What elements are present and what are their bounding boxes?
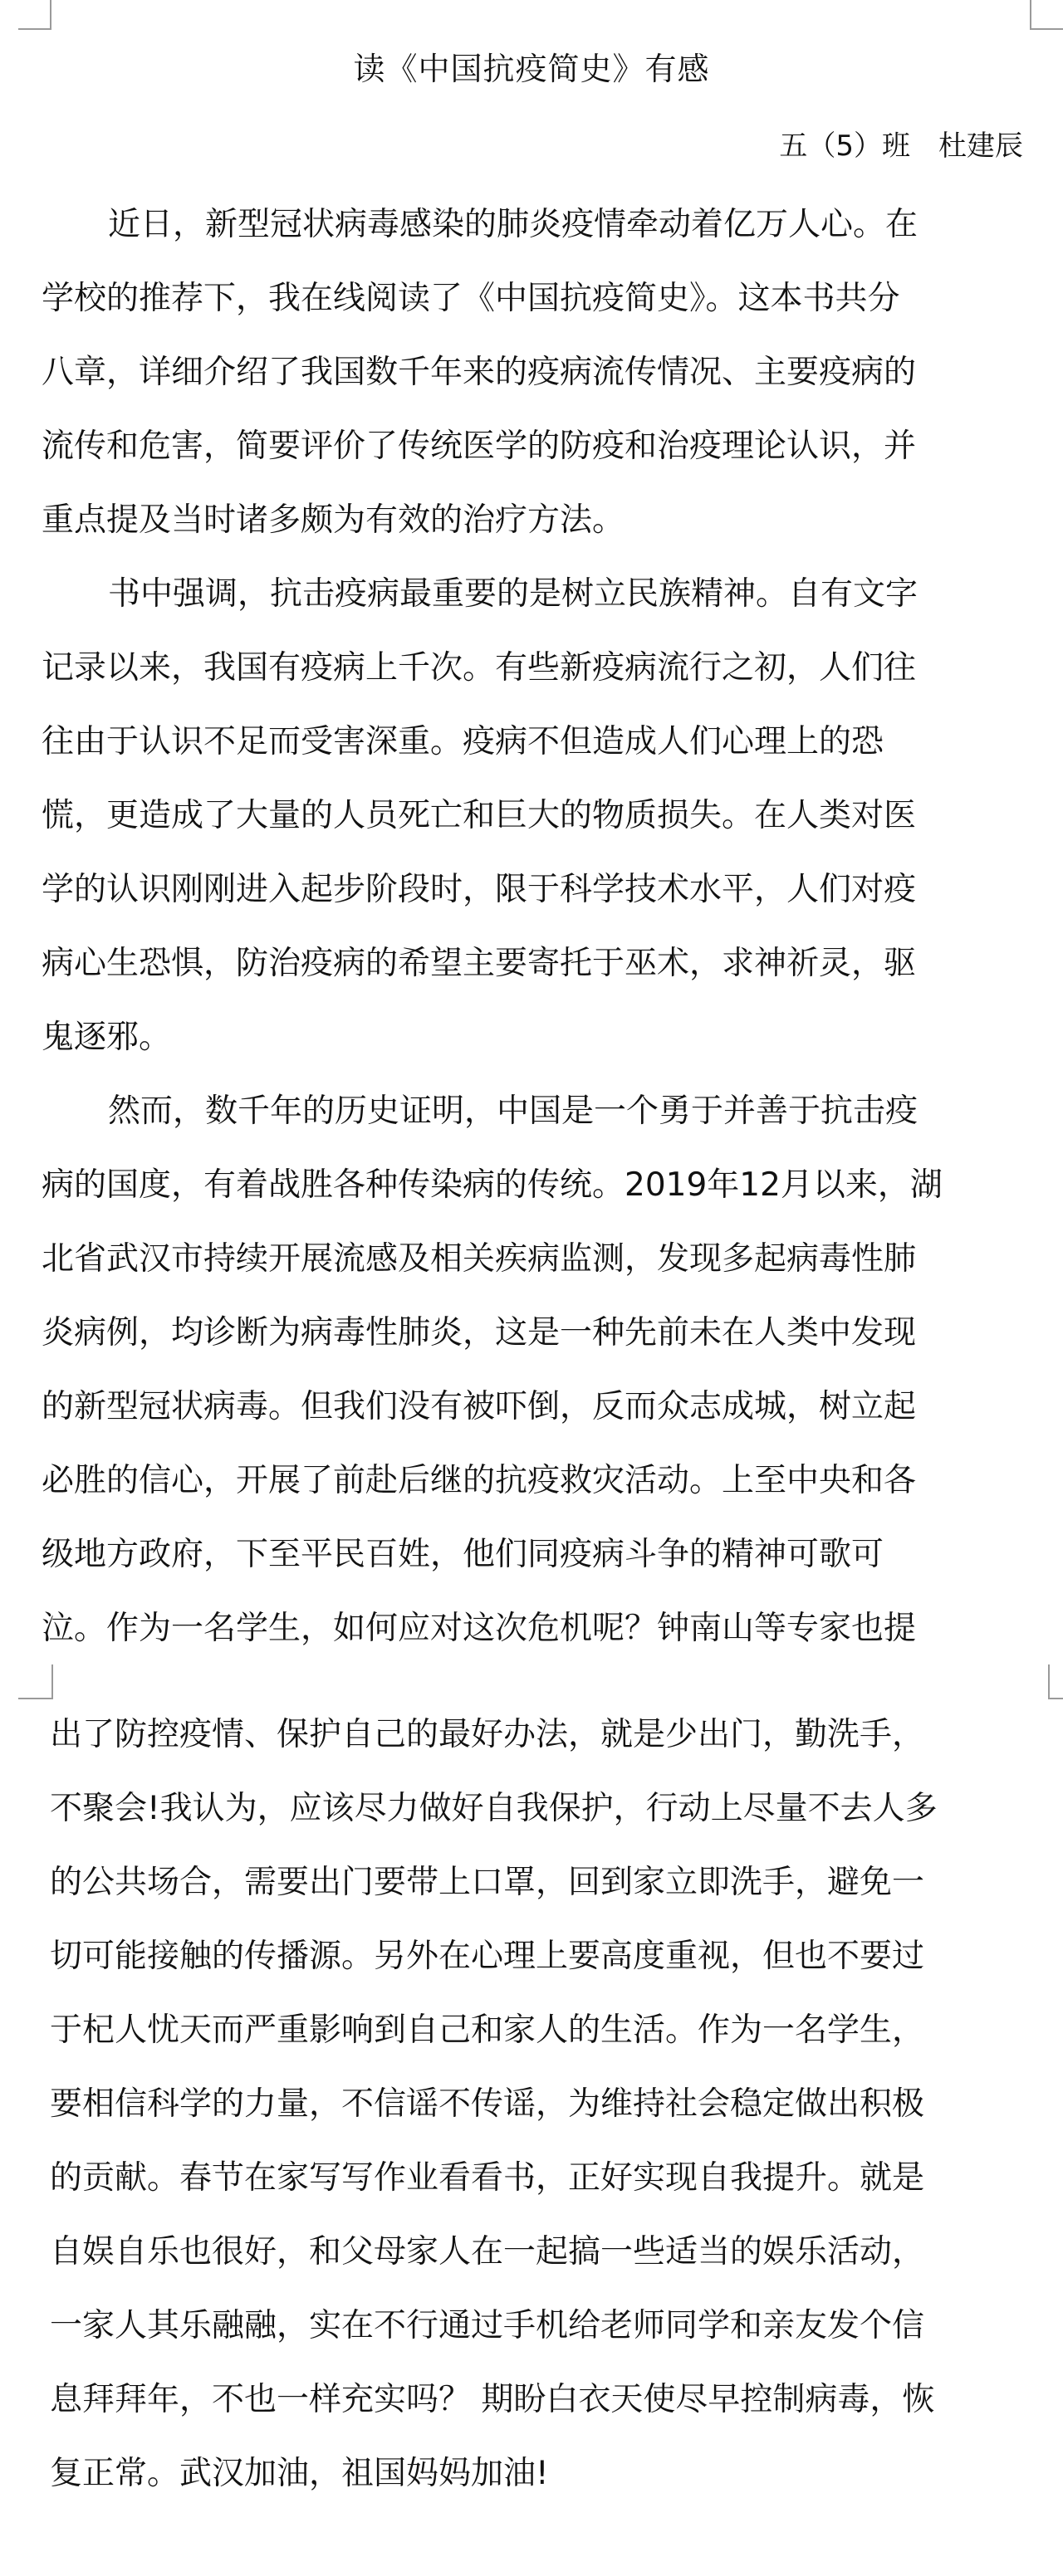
- document-title: 读《中国抗疫简史》有感: [353, 51, 710, 87]
- text-line: 流传和危害，简要评价了传统医学的防疫和治疫理论认识，并: [42, 428, 917, 465]
- text-line: 泣。作为一名学生，如何应对这次危机呢？钟南山等专家也提: [42, 1610, 917, 1647]
- text-line: 学的认识刚刚进入起步阶段时，限于科学技术水平，人们对疫: [42, 871, 917, 908]
- text-line: 北省武汉市持续开展流感及相关疾病监测，发现多起病毒性肺: [42, 1240, 917, 1278]
- crop-mark-top-left: [18, 1664, 53, 1699]
- document-page-2: [0, 1648, 1063, 2576]
- text-line: 出了防控疫情、保护自己的最好办法，就是少出门，勤洗手，: [50, 1716, 925, 1753]
- text-line: 级地方政府，下至平民百姓，他们同疫病斗争的精神可歌可: [42, 1536, 884, 1573]
- text-line: 慌，更造成了大量的人员死亡和巨大的物质损失。在人类对医: [42, 797, 917, 834]
- text-line: 病心生恐惧，防治疫病的希望主要寄托于巫术，求神祈灵，驱: [42, 945, 917, 982]
- text-line: 往由于认识不足而受害深重。疫病不但造成人们心理上的恐: [42, 723, 884, 760]
- text-line: 病的国度，有着战胜各种传染病的传统。2019年12月以来，湖: [42, 1166, 943, 1204]
- text-line: 不聚会!我认为，应该尽力做好自我保护，行动上尽量不去人多: [50, 1790, 938, 1827]
- text-line: 炎病例，均诊断为病毒性肺炎，这是一种先前未在人类中发现: [42, 1314, 917, 1352]
- text-line: 然而，数千年的历史证明，中国是一个勇于并善于抗击疫: [108, 1092, 918, 1130]
- text-line: 近日，新型冠状病毒感染的肺炎疫情牵动着亿万人心。在: [108, 206, 918, 243]
- text-line: 自娱自乐也很好，和父母家人在一起搞一些适当的娱乐活动，: [50, 2233, 925, 2270]
- text-line: 要相信科学的力量，不信谣不传谣，为维持社会稳定做出积极: [50, 2085, 925, 2123]
- text-line: 的新型冠状病毒。但我们没有被吓倒，反而众志成城，树立起: [42, 1388, 917, 1425]
- text-line: 于杞人忧天而严重影响到自己和家人的生活。作为一名学生，: [50, 2011, 925, 2049]
- text-line: 息拜拜年，不也一样充实吗？ 期盼白衣天使尽早控制病毒，恢: [50, 2381, 935, 2418]
- text-line: 的公共场合，需要出门要带上口罩，回到家立即洗手，避免一: [50, 1864, 925, 1901]
- body-text-page-1: [42, 188, 1021, 1665]
- text-line: 重点提及当时诸多颇为有效的治疗方法。: [42, 501, 625, 539]
- author-byline: 五（5）班 杜建辰: [779, 130, 1023, 163]
- text-line: 鬼逐邪。: [42, 1019, 172, 1056]
- text-line: 学校的推荐下，我在线阅读了《中国抗疫简史》。这本书共分: [42, 280, 900, 317]
- body-text-page-2: [50, 1698, 1026, 2510]
- text-line: 切可能接触的传播源。另外在心理上要高度重视，但也不要过: [50, 1938, 925, 1975]
- text-line: 必胜的信心，开展了前赴后继的抗疫救灾活动。上至中央和各: [42, 1462, 917, 1499]
- text-line: 的贡献。春节在家写写作业看看书，正好实现自我提升。就是: [50, 2159, 925, 2197]
- text-line: 记录以来，我国有疫病上千次。有些新疫病流行之初，人们往: [42, 649, 917, 687]
- text-line: 书中强调，抗击疫病最重要的是树立民族精神。自有文字: [108, 575, 918, 613]
- crop-mark-top-left: [18, 0, 51, 30]
- text-line: 一家人其乐融融，实在不行通过手机给老师同学和亲友发个信: [50, 2307, 925, 2344]
- text-line: 复正常。武汉加油，祖国妈妈加油!: [50, 2455, 549, 2492]
- text-line: 八章，详细介绍了我国数千年来的疫病流传情况、主要疫病的: [42, 354, 917, 391]
- crop-mark-top-right: [1030, 0, 1063, 30]
- crop-mark-top-right: [1048, 1664, 1063, 1699]
